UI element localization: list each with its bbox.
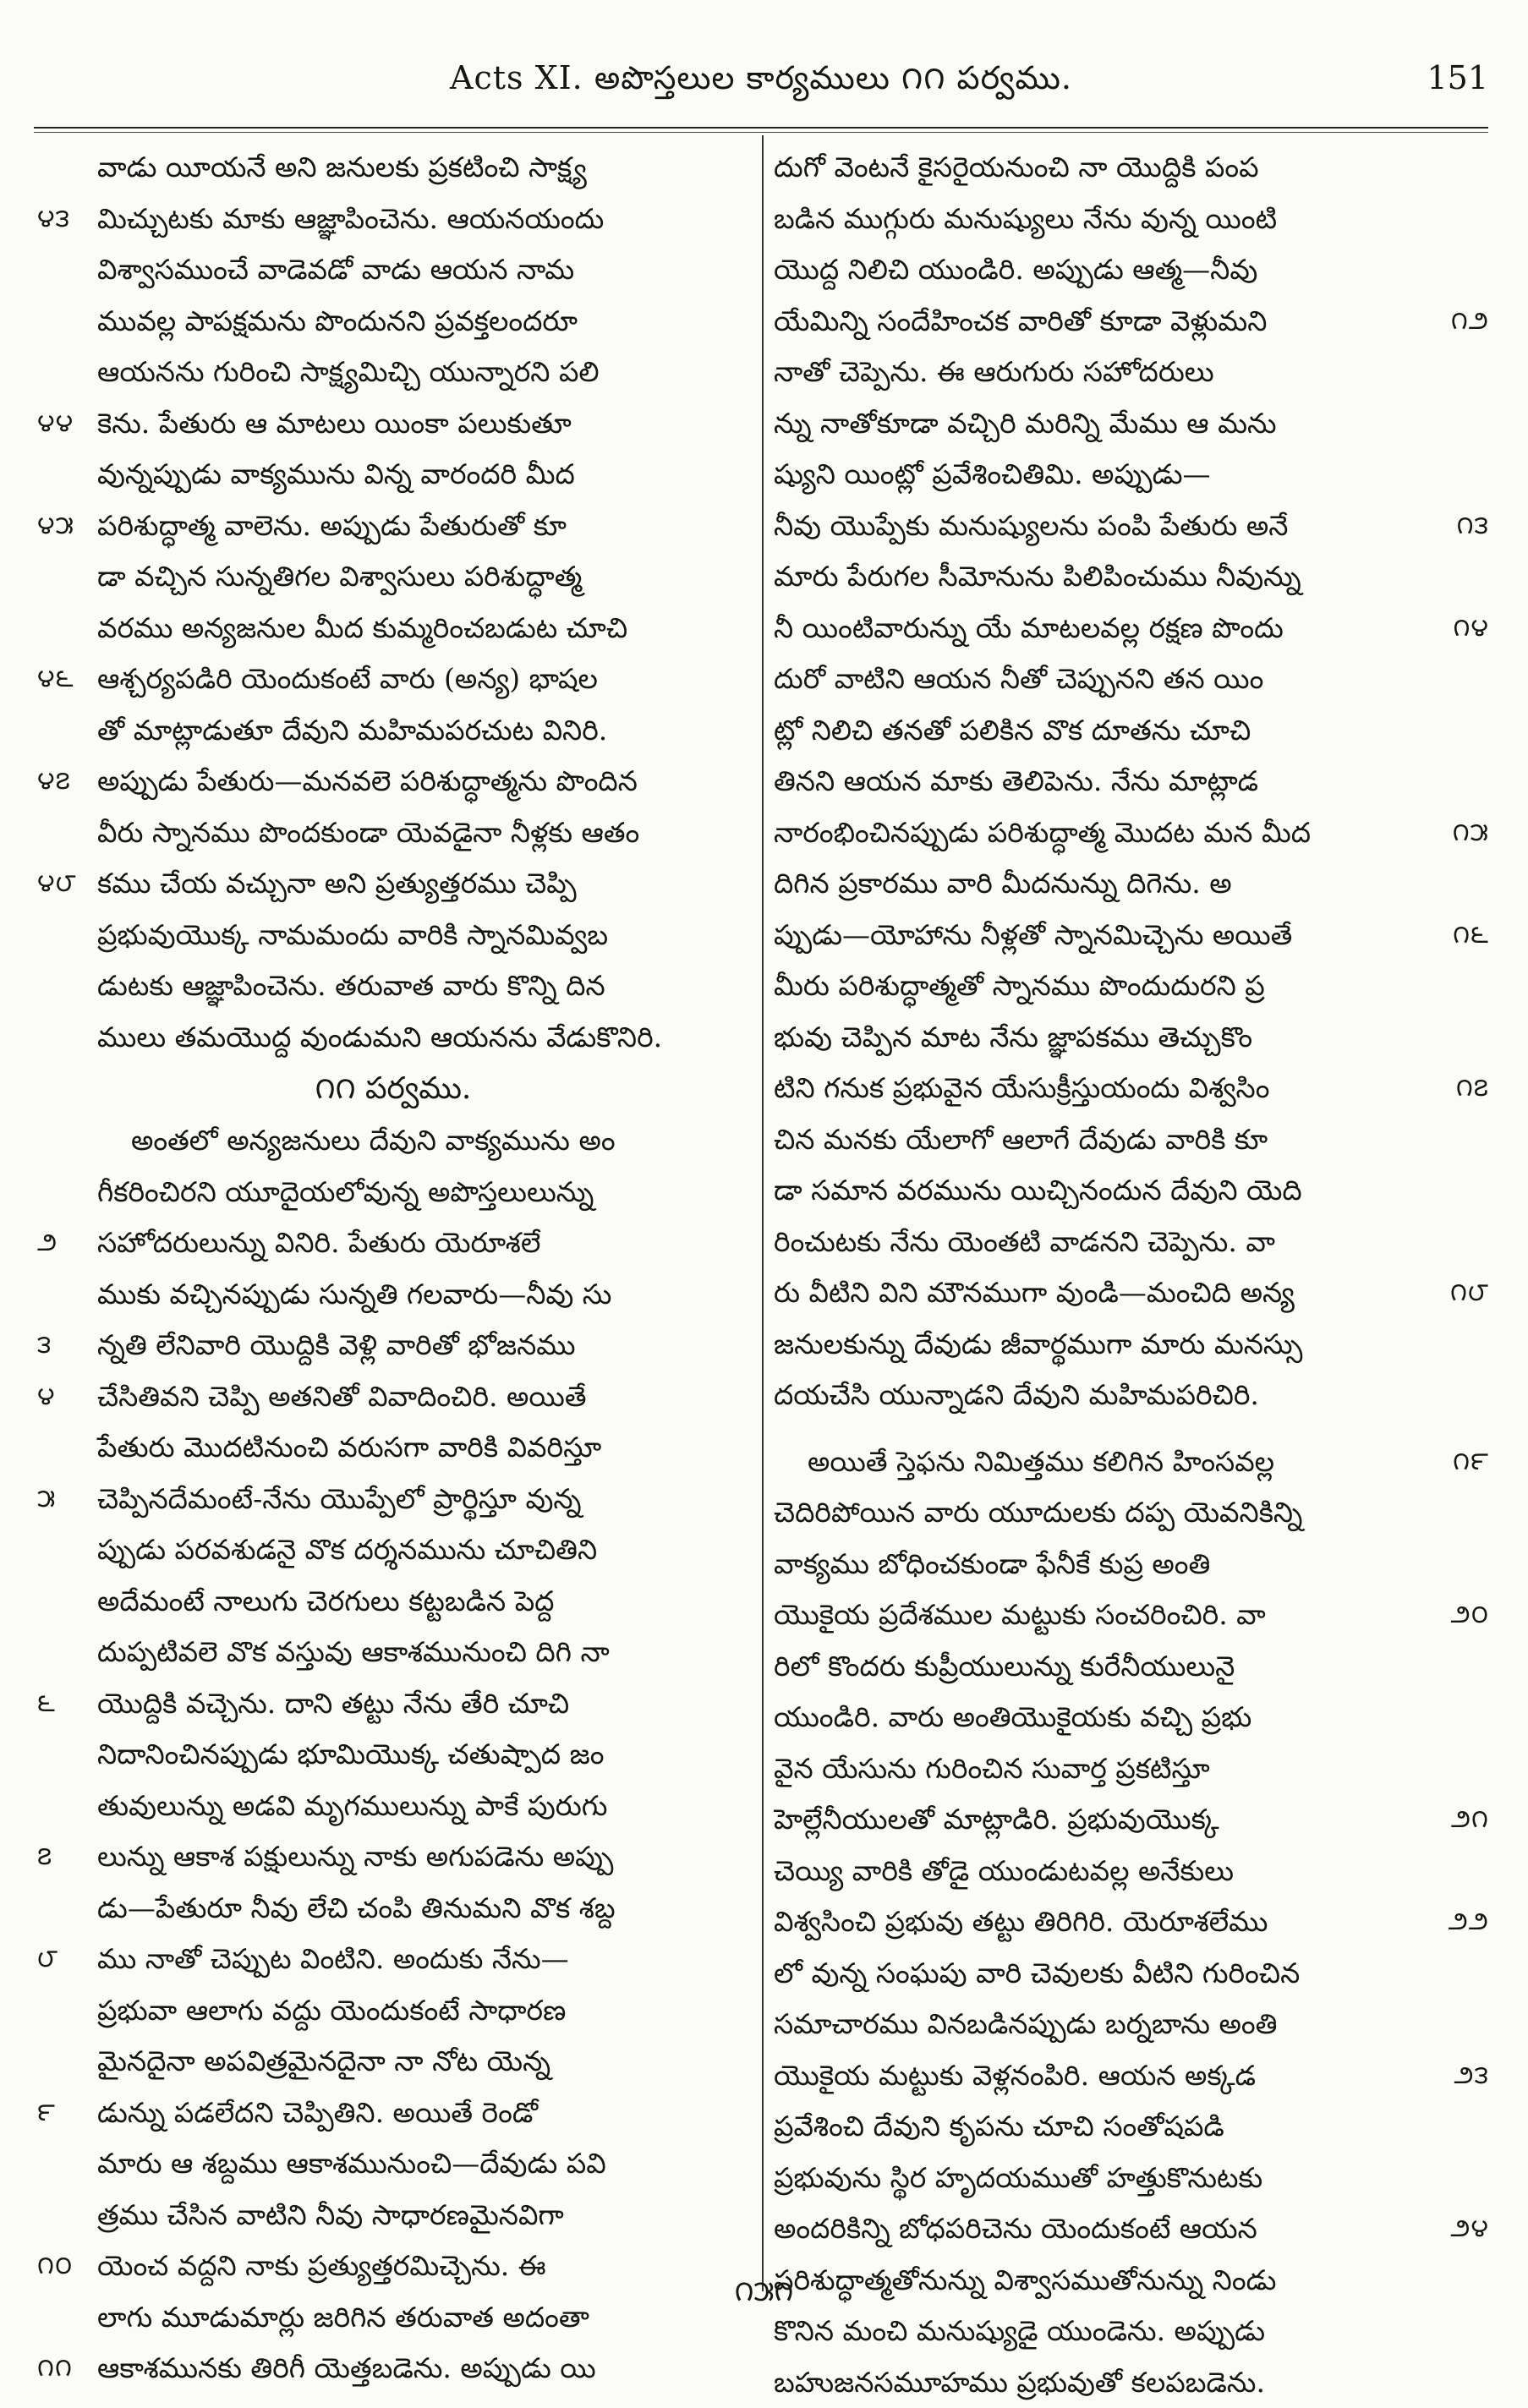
line-text: దయచేసి యున్నాడని దేవుని మహిమపరిచిరి.	[774, 1378, 1259, 1411]
line-text: వైన యేసును గురించిన సువార్త ప్రకటిస్తూ	[774, 1752, 1210, 1785]
text-line	[774, 1012, 1492, 1064]
text-line	[774, 1590, 1492, 1641]
line-text: ష్యుని యింట్లో ప్రవేశించితిమి. అప్పుడు—	[774, 457, 1211, 490]
text-line	[34, 1576, 753, 1628]
line-text: రు వీటిని విని మౌనముగా వుండి—మంచిది అన్య	[774, 1276, 1295, 1309]
line-text: అయితే స్తెఫను నిమిత్తము కలిగిన హింసవల్ల	[808, 1445, 1274, 1478]
text-line	[34, 1012, 753, 1064]
line-text: వాడు యీయనే అని జనులకు ప్రకటించి సాక్ష్య	[97, 150, 587, 183]
line-text: దుగో వెంటనే కైసరైయనుంచి నా యొద్దికి పంప	[774, 150, 1259, 183]
text-line	[34, 1371, 753, 1423]
verse-number: ౨౩	[1454, 2050, 1489, 2102]
text-line	[34, 142, 753, 194]
line-text: డు—పేతురూ నీవు లేచి చంపి తినుమని వొక శబ్ద	[97, 1891, 616, 1924]
line-text: రించుటకు నేను యెంతటి వాడనని చెప్పెను. వా	[774, 1225, 1275, 1258]
line-text: ప్పుడు—యోహాను నీళ్లతో స్నానమిచ్చెను అయితే	[774, 918, 1292, 951]
text-line	[774, 1217, 1492, 1268]
text-line	[774, 296, 1492, 348]
line-text: నారంభించినప్పుడు పరిశుద్ధాత్మ మొదట మన మీద	[774, 816, 1311, 849]
verse-number: ౨౪	[1450, 2203, 1489, 2255]
verse-number: ౧౨	[1451, 296, 1489, 348]
verse-number: ౬	[37, 1678, 56, 1730]
chapter-heading: ౧౧ పర్వము.	[34, 1063, 753, 1115]
text-line	[34, 2138, 753, 2190]
verse-number: ౧౧	[37, 2343, 73, 2394]
line-text: జనులకున్ను దేవుడు జీవార్థముగా మారు మనస్సు	[774, 1327, 1302, 1360]
line-text: దిగిన ప్రకారము వారి మీదనున్ను దిగెను. అ	[774, 867, 1232, 900]
line-text: మారు పేరుగల సీమోనును పిలిపించుము నీవున్ను	[774, 560, 1301, 593]
line-text: బహుజనసమూహము ప్రభువుతో కలపబడెను.	[774, 2366, 1265, 2399]
line-text: డున్ను పడలేదని చెప్పితిని. అయితే రెండో	[97, 2096, 538, 2129]
verse-number: ౧౭	[1456, 1063, 1489, 1114]
line-text: ఆయనను గురించి సాక్ష్యమిచ్చి యున్నారని పలి	[97, 355, 600, 388]
line-text: న్ను నాతోకూడా వచ్చిరి మరిన్ని మేము ఆ మను	[774, 407, 1277, 440]
text-line	[34, 1474, 753, 1525]
text-line	[774, 449, 1492, 501]
text-line	[34, 501, 753, 552]
text-line	[774, 2203, 1492, 2255]
text-line	[34, 398, 753, 450]
text-line	[34, 756, 753, 807]
text-line	[774, 398, 1492, 450]
line-text: విశ్వసించి ప్రభువు తట్టు తిరిగిరి. యెరూశలేము	[774, 1905, 1268, 1938]
text-line	[774, 194, 1492, 245]
text-line	[774, 2101, 1492, 2153]
line-text: నిదానించినప్పుడు భూమియొక్క చతుష్పాద జం	[97, 1738, 604, 1770]
line-text: నీవు యొప్పేకు మనుష్యులను పంపి పేతురు అనే	[774, 509, 1288, 542]
text-line	[34, 858, 753, 910]
text-line	[34, 1320, 753, 1371]
line-text: అందరికిన్ని బోధపరిచెను యెందుకంటే ఆయన	[774, 2212, 1257, 2245]
text-line	[34, 1218, 753, 1269]
page-number: 151	[1427, 59, 1488, 96]
verse-number: ౩	[37, 1320, 52, 1371]
text-line	[34, 449, 753, 501]
text-line	[774, 1165, 1492, 1217]
line-text: ము నాతో చెప్పుట వింటిని. అందుకు నేను—	[97, 1942, 569, 1975]
text-line	[774, 1063, 1492, 1114]
left-column	[34, 142, 753, 2307]
text-line	[34, 705, 753, 757]
text-line	[34, 1729, 753, 1781]
text-line	[774, 2357, 1492, 2408]
line-text: సమాచారము వినబడినప్పుడు బర్నబాను అంతి	[774, 2007, 1277, 2040]
verse-number: ౪	[37, 1371, 56, 1423]
text-line	[34, 1831, 753, 1883]
line-text: అదేమంటే నాలుగు చెరగులు కట్టబడిన పెద్ద	[97, 1584, 554, 1617]
verse-number: ౭	[37, 1831, 52, 1883]
text-line	[34, 1115, 753, 1167]
line-text: కము చేయ వచ్చునా అని ప్రత్యుత్తరము చెప్పి	[97, 867, 577, 900]
line-text: దుప్పటివలె వొక వస్తువు ఆకాశమునుంచి దిగి నా	[97, 1635, 610, 1668]
line-text: డా సమాన వరమును యిచ్చినందున దేవుని యెది	[774, 1174, 1302, 1207]
line-text: పరిశుద్ధాత్మతోనున్ను విశ్వాసముతోనున్ను నిండు	[774, 2263, 1276, 2296]
line-text: పేతురు మొదటినుంచి వరుసగా వారికి వివరిస్తూ	[97, 1431, 601, 1464]
text-line	[774, 1692, 1492, 1743]
text-line	[34, 1422, 753, 1474]
line-text: మిచ్చుటకు మాకు ఆజ్ఞాపించెను. ఆయనయందు	[97, 202, 604, 235]
page-header	[34, 51, 1488, 118]
line-text: చిన మనకు యేలాగో ఆలాగే దేవుడు వారికి కూ	[774, 1123, 1268, 1156]
text-line	[34, 2088, 753, 2139]
line-text: ప్రభువా ఆలాగు వద్దు యెందుకంటే సాధారణ	[97, 1994, 566, 2027]
text-line	[774, 756, 1492, 807]
line-text: చెప్పినదేమంటే-నేను యొప్పేలో ప్రార్థిస్తూ వున్న	[97, 1482, 581, 1515]
line-text: యొకైయ ప్రదేశముల మట్టుకు సంచరించిరి. వా	[774, 1598, 1266, 1631]
text-line	[774, 1641, 1492, 1693]
text-line	[34, 960, 753, 1012]
line-text: యొద్ద నిలిచి యుండిరి. అప్పుడు ఆత్మ—నీవు	[774, 253, 1257, 286]
text-line	[34, 807, 753, 859]
verse-number: ౧౬	[1453, 910, 1489, 961]
text-line	[34, 1934, 753, 1985]
column-divider	[762, 135, 764, 2291]
line-text: ప్పుడు పరవశుడనై వొక దర్శనమును చూచితిని	[97, 1533, 597, 1566]
line-text: వున్నప్పుడు వాక్యమును విన్న వారందరి మీద	[97, 457, 575, 490]
text-line	[34, 2343, 753, 2394]
text-line	[774, 1846, 1492, 1897]
text-line	[34, 194, 753, 245]
text-line	[34, 910, 753, 961]
line-text: యెంచ వద్దని నాకు ప్రత్యుత్తరమిచ్చెను. ఈ	[97, 2249, 546, 2282]
line-text: తో మాట్లాడుతూ దేవుని మహిమపరచుట వినిరి.	[97, 714, 607, 747]
line-text: ప్రభువును స్థిర హృదయముతో హత్తుకొనుటకు	[774, 2161, 1262, 2194]
paragraph-spacer	[774, 1421, 1492, 1437]
line-text: లున్ను ఆకాశ పక్షులున్ను నాకు అగుపడెను అప్పు	[97, 1840, 613, 1873]
text-line	[774, 807, 1492, 859]
line-text: త్రము చేసిన వాటిని నీవు సాధారణమైనవిగా	[97, 2198, 564, 2231]
line-text: ప్రభువుయొక్క నామమందు వారికి స్నానమివ్వబ	[97, 918, 608, 951]
line-text: లో వున్న సంఘపు వారి చెవులకు వీటిని గురించిన	[774, 1956, 1300, 1989]
line-text: నీ యింటివారున్ను యే మాటలవల్ల రక్షణ పొందు	[774, 611, 1284, 644]
verse-number: ౪౬	[37, 654, 74, 705]
verse-number: ౪౩	[37, 194, 70, 245]
line-text: విశ్వాసముంచే వాడెవడో వాడు ఆయన నామ	[97, 253, 574, 286]
line-text: ప్రవేశించి దేవుని కృపను చూచి సంతోషపడి	[774, 2110, 1224, 2143]
line-text: రిలో కొందరు కుప్రీయులున్ను కురేనీయులునై	[774, 1650, 1235, 1683]
line-text: చెదిరిపోయిన వారు యూదులకు దప్ప యెవనికిన్ని	[774, 1496, 1302, 1529]
line-text: లాగు మూడుమార్లు జరిగిన తరువాత అదంతా	[97, 2301, 589, 2334]
text-line	[34, 603, 753, 654]
text-line	[774, 1437, 1492, 1488]
verse-number: ౨	[37, 1218, 58, 1269]
line-text: మువల్ల పాపక్షమను పొందునని ప్రవక్తలందరూ	[97, 304, 578, 337]
text-line	[774, 244, 1492, 296]
text-line	[774, 347, 1492, 398]
text-line	[34, 347, 753, 398]
line-text: ఆశ్చర్యపడిరి యెందుకంటే వారు (అన్య) భాషల	[97, 662, 598, 695]
text-line	[774, 2050, 1492, 2102]
line-text: చెయ్యి వారికి తోడై యుండుటవల్ల అనేకులు	[774, 1854, 1234, 1887]
text-line	[774, 1999, 1492, 2050]
line-text: ముకు వచ్చినప్పుడు సున్నతి గలవారు—నీవు సు	[97, 1278, 611, 1311]
text-line	[774, 1487, 1492, 1539]
text-line	[774, 501, 1492, 552]
text-line	[774, 910, 1492, 961]
text-line	[774, 1370, 1492, 1421]
text-line	[774, 960, 1492, 1012]
verse-number: ౪౭	[37, 756, 71, 807]
verse-number: ౧౦	[37, 2241, 73, 2292]
line-text: చేసితివని చెప్పి అతనితో వివాదించిరి. అయితే	[97, 1380, 587, 1413]
line-text: మారు ఆ శబ్దము ఆకాశమునుంచి—దేవుడు పవి	[97, 2147, 606, 2180]
text-line	[774, 2153, 1492, 2204]
line-text: డుటకు ఆజ్ఞాపించెను. తరువాత వారు కొన్ని దిన	[97, 969, 605, 1002]
verse-number: ౧౫	[1453, 807, 1489, 859]
text-line	[774, 705, 1492, 757]
line-text: యుండిరి. వారు అంతియొకైయకు వచ్చి ప్రభు	[774, 1700, 1251, 1733]
line-text: అంతలో అన్యజనులు దేవుని వాక్యమును అం	[131, 1124, 616, 1157]
verse-number: ౪౫	[37, 501, 74, 552]
line-text: యొకైయ మట్టుకు వెళ్లనంపిరి. ఆయన అక్కడ	[774, 2059, 1256, 2092]
line-text: కెను. పేతురు ఆ మాటలు యింకా పలుకుతూ	[97, 407, 572, 440]
text-line	[34, 1781, 753, 1832]
text-line	[34, 2190, 753, 2241]
text-line	[774, 1267, 1492, 1319]
line-text: వీరు స్నానము పొందకుండా యెవడైనా నీళ్లకు ఆతం	[97, 816, 639, 849]
verse-number: ౧౮	[1450, 1267, 1489, 1319]
text-line	[774, 1948, 1492, 2000]
verse-number: ౨౧	[1451, 1794, 1489, 1846]
text-line	[774, 603, 1492, 654]
line-text: టిని గనుక ప్రభువైన యేసుక్రీస్తుయందు విశ్వసిం	[774, 1071, 1269, 1104]
text-line	[774, 1794, 1492, 1846]
line-text: యొద్దికి వచ్చెను. దాని తట్టు నేను తేరి చూచి	[97, 1687, 569, 1720]
text-line	[774, 1114, 1492, 1166]
line-text: భువు చెప్పిన మాట నేను జ్ఞాపకము తెచ్చుకొం	[774, 1021, 1252, 1054]
line-text: పరిశుద్ధాత్మ వాలెను. అప్పుడు పేతురుతో కూ	[97, 509, 567, 542]
line-text: బడిన ముగ్గురు మనుష్యులు నేను వున్న యింటి	[774, 202, 1277, 235]
line-text: దురో వాటిని ఆయన నీతో చెప్పునని తన యిం	[774, 662, 1263, 695]
text-line	[34, 1269, 753, 1321]
verse-number: ౪౪	[37, 398, 74, 450]
text-line	[34, 1627, 753, 1678]
line-text: అప్పుడు పేతురు—మనవలె పరిశుద్ధాత్మను పొందిన	[97, 764, 638, 797]
line-text: సహోదరులున్ను వినిరి. పేతురు యెరూశలే	[97, 1226, 540, 1259]
line-text: డా వచ్చిన సున్నతిగల విశ్వాసులు పరిశుద్ధాత్మ	[97, 560, 582, 593]
verse-number: ౫	[37, 1474, 56, 1525]
text-line	[34, 1678, 753, 1730]
line-text: వరము అన్యజనుల మీద కుమ్మరించబడుట చూచి	[97, 611, 627, 644]
text-line	[34, 1524, 753, 1576]
text-line	[774, 1896, 1492, 1948]
text-line	[774, 1743, 1492, 1795]
line-text: తినని ఆయన మాకు తెలిపెను. నేను మాట్లాడ	[774, 764, 1258, 797]
text-line	[34, 1985, 753, 2037]
line-text: మీరు పరిశుద్ధాత్మతో స్నానము పొందుదురని ప్ర	[774, 969, 1265, 1002]
text-line	[774, 1319, 1492, 1371]
text-line	[34, 654, 753, 705]
verse-number: ౨౦	[1451, 1590, 1489, 1641]
verse-number: ౪౮	[37, 858, 77, 910]
right-column	[774, 142, 1492, 2307]
verse-number: ౧౪	[1453, 603, 1489, 654]
text-line	[34, 244, 753, 296]
line-text: వాక్యము బోధించకుండా ఫేనీకే కుప్ర అంతి	[774, 1547, 1210, 1580]
text-line	[34, 1883, 753, 1935]
line-text: యేమిన్ని సందేహించక వారితో కూడా వెళ్లుమని	[774, 304, 1267, 337]
text-line	[34, 551, 753, 603]
running-title: Acts XI. అపొస్తలుల కార్యములు ౧౧ పర్వము.	[34, 59, 1488, 105]
verse-number: ౨౨	[1449, 1896, 1489, 1948]
footer-page-marker: ౧౫౧	[0, 2274, 1528, 2315]
header-rule	[34, 127, 1488, 129]
header-rule-thin	[34, 132, 1488, 133]
line-text: నాతో చెప్పెను. ఈ ఆరుగురు సహోదరులు	[774, 355, 1214, 388]
verse-number: ౮	[37, 1934, 58, 1985]
line-text: హెల్లేనీయులతో మాట్లాడిరి. ప్రభువుయొక్క	[774, 1803, 1219, 1836]
line-text: ట్లో నిలిచి తనతో పలికిన వొక దూతను చూచి	[774, 714, 1251, 747]
line-text: మైనదైనా అపవిత్రమైనదైనా నా నోట యెన్న	[97, 2044, 550, 2077]
text-line	[774, 858, 1492, 910]
text-line	[774, 1539, 1492, 1590]
line-text: న్నతి లేనివారి యొద్దికి వెళ్లి వారితో భోజనము	[97, 1328, 576, 1361]
line-text: ఆకాశమునకు తిరిగీ యెత్తబడెను. అప్పుడు యి	[97, 2351, 596, 2384]
verse-number: ౧౩	[1457, 501, 1489, 552]
line-text: ములు తమయొద్ద వుండుమని ఆయనను వేడుకొనిరి.	[97, 1021, 662, 1054]
text-line	[34, 2036, 753, 2088]
text-line	[34, 296, 753, 348]
line-text: కొనిన మంచి మనుష్యుడై యుండెను. అప్పుడు	[774, 2314, 1265, 2347]
text-line	[34, 1167, 753, 1218]
line-text: తువులున్ను అడవి మృగములున్ను పాకే పురుగు	[97, 1789, 607, 1822]
verse-number: ౧౯	[1419, 1437, 1489, 1488]
text-line	[774, 551, 1492, 603]
verse-number: ౯	[37, 2088, 56, 2139]
line-text: గీకరించిరని యూదైయలోవున్న అపొస్తలులున్ను	[97, 1175, 594, 1208]
text-line	[774, 142, 1492, 194]
text-line	[774, 654, 1492, 705]
